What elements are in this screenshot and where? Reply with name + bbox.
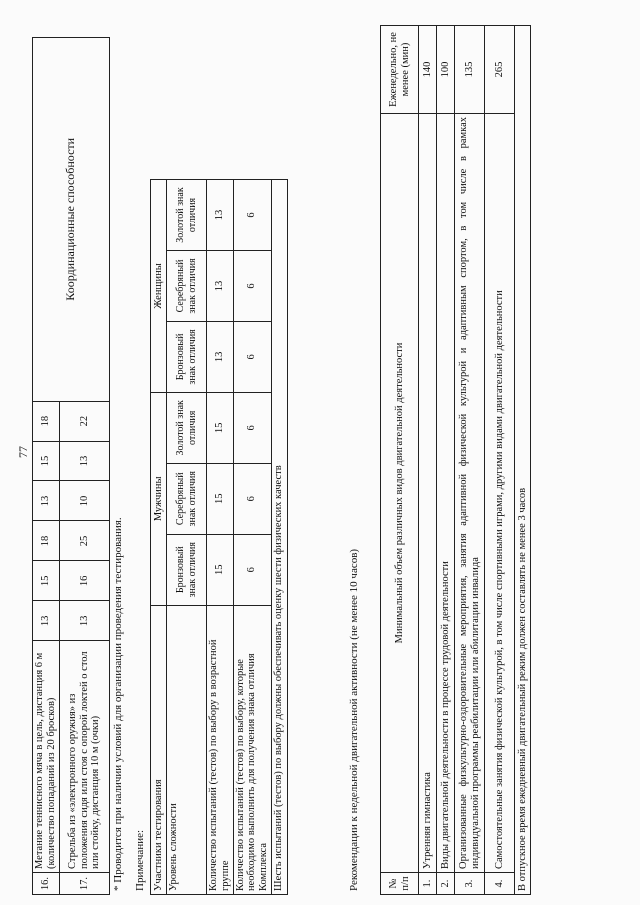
value-cell: 6 (233, 463, 271, 534)
value-cell: 15 (33, 561, 60, 601)
value-cell: 13 (33, 601, 60, 641)
recommendations-title: Рекомендации к недельной двигательной активности (не менее 10 часов) (348, 548, 360, 891)
value-cell: 6 (233, 321, 271, 392)
value-cell: 18 (33, 521, 60, 561)
number-header: № п/п (381, 873, 419, 895)
table-row (233, 180, 271, 895)
value-cell: 6 (233, 534, 271, 605)
weekly-header: Еженедельно, не менее (мин) (381, 26, 419, 114)
table-row (485, 26, 515, 895)
vacation-note: В отпускное время ежедневный двигательный режим должен составлять не менее 3 часов (515, 26, 531, 895)
minutes-value: 135 (455, 26, 485, 114)
test-name: Стрельба из «электронного оружия» из положения сидя или стоя с опорой локтей о стол или стойку, дистанция 10 м (очки) (60, 641, 110, 873)
row-label: Количество испытаний (тестов) по выбору, которые необходимо выполнить для получения знака отличия Комплекса (233, 605, 271, 894)
table-row (151, 180, 167, 895)
value-cell: 25 (60, 521, 110, 561)
value-cell: 13 (33, 481, 60, 521)
value-cell: 6 (233, 180, 271, 251)
activity-table (380, 25, 531, 895)
value-cell: 13 (207, 250, 234, 321)
table-row (437, 26, 455, 895)
page-number: 77 (16, 446, 30, 458)
minutes-value: 140 (419, 26, 437, 114)
badge-header: Серебряный знак отличия (167, 463, 207, 534)
minutes-value: 265 (485, 26, 515, 114)
activity-name: Самостоятельные занятия физической культурой, в том числе спортивными играми, другими видами двигательной деятельности (485, 113, 515, 872)
badge-header: Золотой знак отличия (167, 180, 207, 251)
activity-name: Утренняя гимнастика (419, 113, 437, 872)
value-cell: 10 (60, 481, 110, 521)
value-cell: 16 (60, 561, 110, 601)
row-number: 4. (485, 873, 515, 895)
table-row (33, 38, 60, 895)
table-row (207, 180, 234, 895)
value-cell: 13 (207, 180, 234, 251)
value-cell: 6 (233, 250, 271, 321)
table-row (419, 26, 437, 895)
activity-header: Минимальный объем различных видов двигательной деятельности (381, 113, 419, 872)
level-header: Уровень сложности (167, 605, 207, 894)
badge-header: Бронзовый знак отличия (167, 534, 207, 605)
test-name: Метание теннисного мяча в цель, дистанция 6 м (количество попаданий из 20 бросков) (33, 641, 60, 873)
row-number: 16. (33, 873, 60, 895)
men-header: Мужчины (151, 392, 167, 605)
women-header: Женщины (151, 180, 167, 393)
badge-header: Серебряный знак отличия (167, 250, 207, 321)
ability-group: Координационные способности (33, 38, 110, 402)
row-label: Количество испытаний (тестов) по выбору в возрастной группе (207, 605, 234, 894)
row-number: 1. (419, 873, 437, 895)
value-cell: 15 (33, 441, 60, 481)
activity-name: Виды двигательной деятельности в процессе трудовой деятельности (437, 113, 455, 872)
badge-header: Золотой знак отличия (167, 392, 207, 463)
value-cell: 15 (207, 534, 234, 605)
badge-requirements-table (150, 179, 288, 895)
table-row (381, 26, 419, 895)
table-row (167, 180, 207, 895)
row-number: 17. (60, 873, 110, 895)
table-row (515, 26, 531, 895)
value-cell: 22 (60, 401, 110, 441)
note-title: Примечание: (134, 829, 146, 891)
table-row (455, 26, 485, 895)
badge-header: Бронзовый знак отличия (167, 321, 207, 392)
value-cell: 13 (60, 601, 110, 641)
table-row (271, 180, 287, 895)
value-cell: 15 (207, 463, 234, 534)
tests-table (32, 37, 110, 895)
activity-name: Организованные физкультурно-оздоровительные мероприятия, занятия адаптивной физической культурой и адаптивным спортом, в том числе в рамках индивидуальной программы реабилитации или абилитации инвалида (455, 113, 485, 872)
value-cell: 13 (60, 441, 110, 481)
row-number: 3. (455, 873, 485, 895)
value-cell: 13 (207, 321, 234, 392)
row-number: 2. (437, 873, 455, 895)
six-tests-note: Шесть испытаний (тестов) по выбору должны обеспечивать оценку шести физических качеств (271, 180, 287, 895)
participants-header: Участники тестирования (151, 605, 167, 894)
value-cell: 18 (33, 401, 60, 441)
footnote: * Проводится при наличии условий для организации проведения тестирования. (112, 517, 124, 891)
minutes-value: 100 (437, 26, 455, 114)
value-cell: 15 (207, 392, 234, 463)
value-cell: 6 (233, 392, 271, 463)
